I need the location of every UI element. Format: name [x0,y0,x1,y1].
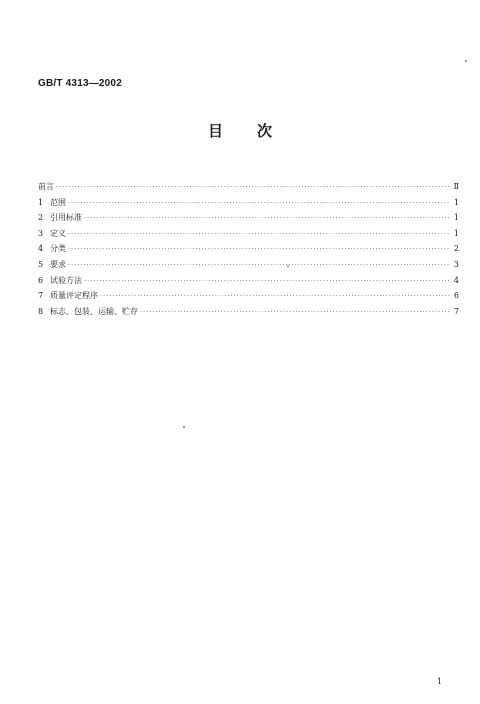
toc-entry-page: 1 [453,197,459,207]
toc-entry-page: Ⅱ [453,182,459,191]
dot-leader [140,306,450,321]
toc-entry-number: 6 [38,275,44,285]
dot-leader [68,197,450,212]
dot-leader [56,181,450,196]
toc-entry-number: 3 [38,228,44,238]
toc-entry-page: 7 [453,306,459,316]
toc-entry-test-methods[interactable] [38,274,459,290]
toc-entry-label: 要求 [50,259,66,269]
dot-leader [84,275,450,290]
toc-title [0,120,480,141]
toc-entry-label: 定义 [50,228,66,238]
toc-entry-page: 1 [453,213,459,223]
dot-leader [84,212,450,227]
toc-entry-definitions[interactable] [38,227,459,243]
toc-entry-page: 1 [453,228,459,238]
toc-entry-page: 6 [453,291,459,301]
scan-speck [287,265,289,267]
dot-leader [68,243,450,258]
toc-entry-marking-packaging[interactable] [38,305,459,321]
page-number: 1 [437,677,443,686]
dot-leader [100,290,450,305]
toc-entry-number: 1 [38,197,44,207]
toc-entry-number: 2 [38,213,44,223]
toc-entry-scope[interactable] [38,196,459,212]
toc-entry-label: 质量评定程序 [50,291,98,301]
dot-leader [68,228,450,243]
table-of-contents [38,180,459,320]
toc-entry-quality-assessment[interactable] [38,289,459,305]
toc-entry-foreword[interactable] [38,180,459,196]
toc-entry-page: 3 [453,259,459,269]
toc-entry-requirements[interactable] [38,258,459,274]
toc-entry-number: 5 [38,259,44,269]
scan-speck [183,426,185,428]
toc-entry-label: 范围 [50,197,66,207]
toc-entry-number: 7 [38,291,44,301]
toc-entry-normative-references[interactable] [38,211,459,227]
dot-leader [68,259,450,274]
toc-entry-label: 标志、包装、运输、贮存 [50,306,138,316]
toc-title-char-1: 目 [207,122,223,140]
toc-entry-label: 引用标准 [50,213,82,223]
toc-title-char-2: 次 [257,122,273,140]
scan-speck [465,60,467,62]
toc-entry-page: 2 [453,244,459,254]
toc-entry-number: 4 [38,244,44,254]
toc-entry-label: 分类 [50,244,66,254]
toc-entry-classification[interactable] [38,242,459,258]
toc-entry-label: 前言 [38,182,54,191]
toc-entry-number: 8 [38,306,44,316]
toc-entry-label: 试验方法 [50,275,82,285]
toc-entry-page: 4 [453,275,459,285]
standard-number: GB/T 4313—2002 [38,78,122,89]
